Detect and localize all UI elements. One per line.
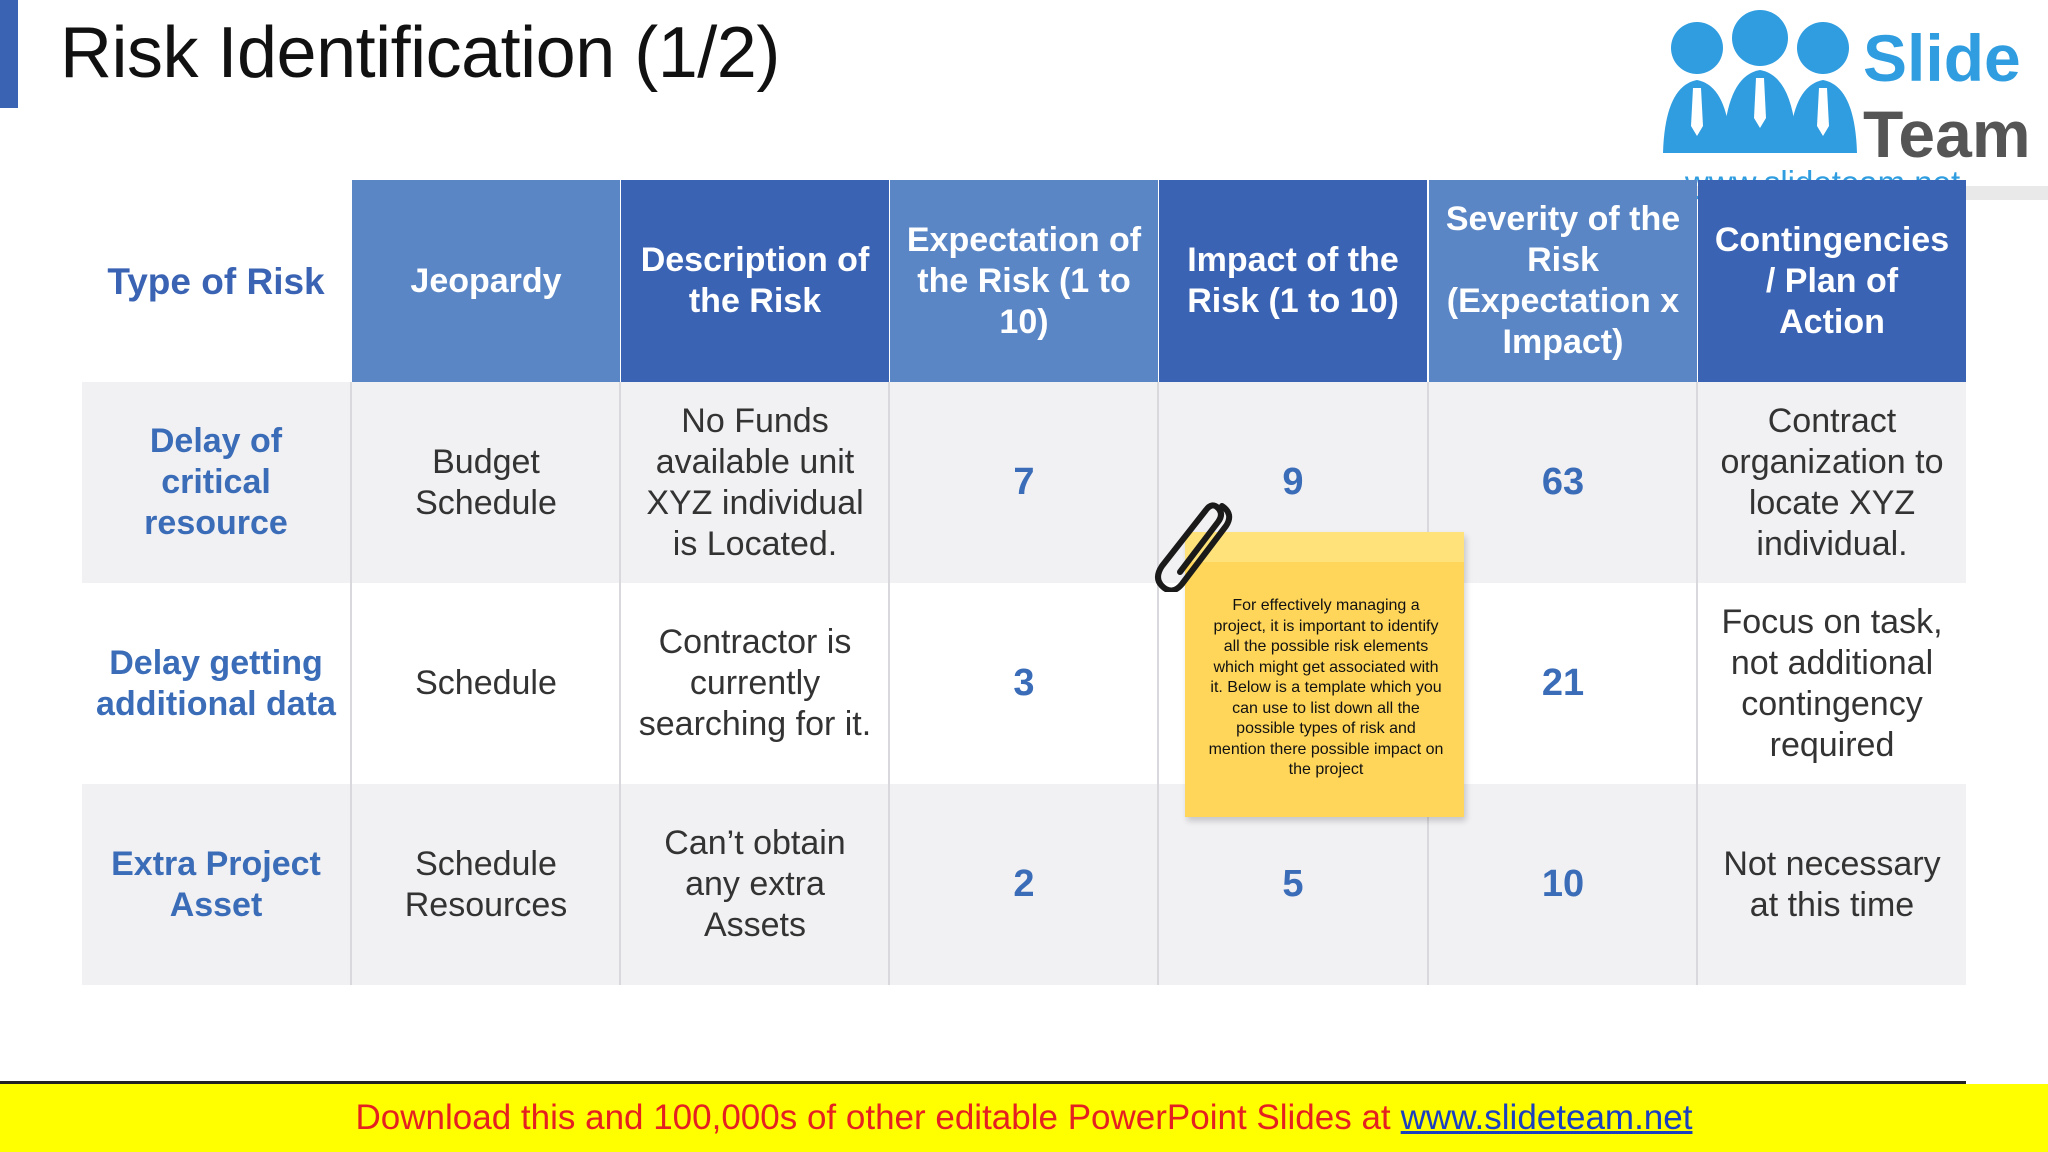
column-divider (350, 583, 352, 784)
cell-expectation: 3 (890, 583, 1158, 784)
column-divider (1696, 382, 1698, 583)
header-impact: Impact of the Risk (1 to 10) (1159, 180, 1427, 382)
cell-jeopardy: Schedule (352, 583, 620, 784)
cell-description: Contractor is currently searching for it. (621, 583, 889, 784)
people-icon (1655, 8, 1865, 158)
cell-plan: Contract organization to locate XYZ individual. (1698, 382, 1966, 583)
column-divider (1696, 583, 1698, 784)
column-divider (1696, 784, 1698, 985)
cell-risk-type: Delay of critical resource (82, 382, 350, 583)
cell-jeopardy: Schedule Resources (352, 784, 620, 985)
cell-severity: 10 (1429, 784, 1697, 985)
slideteam-logo[interactable] (1655, 8, 2048, 198)
footer-text: Download this and 100,000s of other editable PowerPoint Slides at (355, 1098, 1391, 1137)
table-row (82, 784, 1966, 985)
header-expectation: Expectation of the Risk (1 to 10) (890, 180, 1158, 382)
cell-description: No Funds available unit XYZ individual is Located. (621, 382, 889, 583)
cell-expectation: 7 (890, 382, 1158, 583)
column-divider (888, 382, 890, 583)
footer-link[interactable]: www.slideteam.net (1400, 1098, 1693, 1137)
cell-impact: 9 (1159, 382, 1427, 583)
column-divider (619, 784, 621, 985)
column-divider (350, 784, 352, 985)
table-header-row (82, 180, 1966, 382)
cell-plan: Focus on task, not additional contingency required (1698, 583, 1966, 784)
header-jeopardy: Jeopardy (352, 180, 620, 382)
header-contingencies: Contingencies / Plan of Action (1698, 180, 1966, 382)
title-accent-bar (0, 0, 18, 108)
column-divider (888, 784, 890, 985)
footer-banner (0, 1084, 2048, 1152)
cell-risk-type: Extra Project Asset (82, 784, 350, 985)
cell-plan: Not necessary at this time (1698, 784, 1966, 985)
header-type-of-risk: Type of Risk (107, 260, 325, 302)
risk-table (82, 180, 1966, 985)
logo-team-text: Team (1863, 97, 2031, 171)
header-description: Description of the Risk (621, 180, 889, 382)
column-divider (350, 382, 352, 583)
cell-jeopardy: Budget Schedule (352, 382, 620, 583)
column-divider (619, 583, 621, 784)
table-row (82, 583, 1966, 784)
cell-description: Can’t obtain any extra Assets (621, 784, 889, 985)
cell-impact: 5 (1159, 784, 1427, 985)
cell-severity: 21 (1429, 583, 1697, 784)
page-title: Risk Identification (1/2) (60, 13, 780, 93)
column-divider (619, 382, 621, 583)
cell-expectation: 2 (890, 784, 1158, 985)
sticky-note-text: For effectively managing a project, it is important to identify all the possible risk elements which might get associated with it. Below is a template which you can use to list down all the possible types of risk and mention there possible impact on the project (1208, 597, 1444, 778)
column-divider (888, 583, 890, 784)
logo-slide-text: Slide (1863, 21, 2021, 95)
column-divider (1157, 583, 1159, 784)
header-severity: Severity of the Risk (Expectation x Impact) (1429, 180, 1697, 382)
cell-severity: 63 (1429, 382, 1697, 583)
column-divider (1157, 784, 1159, 985)
cell-risk-type: Delay getting additional data (82, 583, 350, 784)
paperclip-icon (1152, 492, 1242, 592)
table-row (82, 382, 1966, 583)
